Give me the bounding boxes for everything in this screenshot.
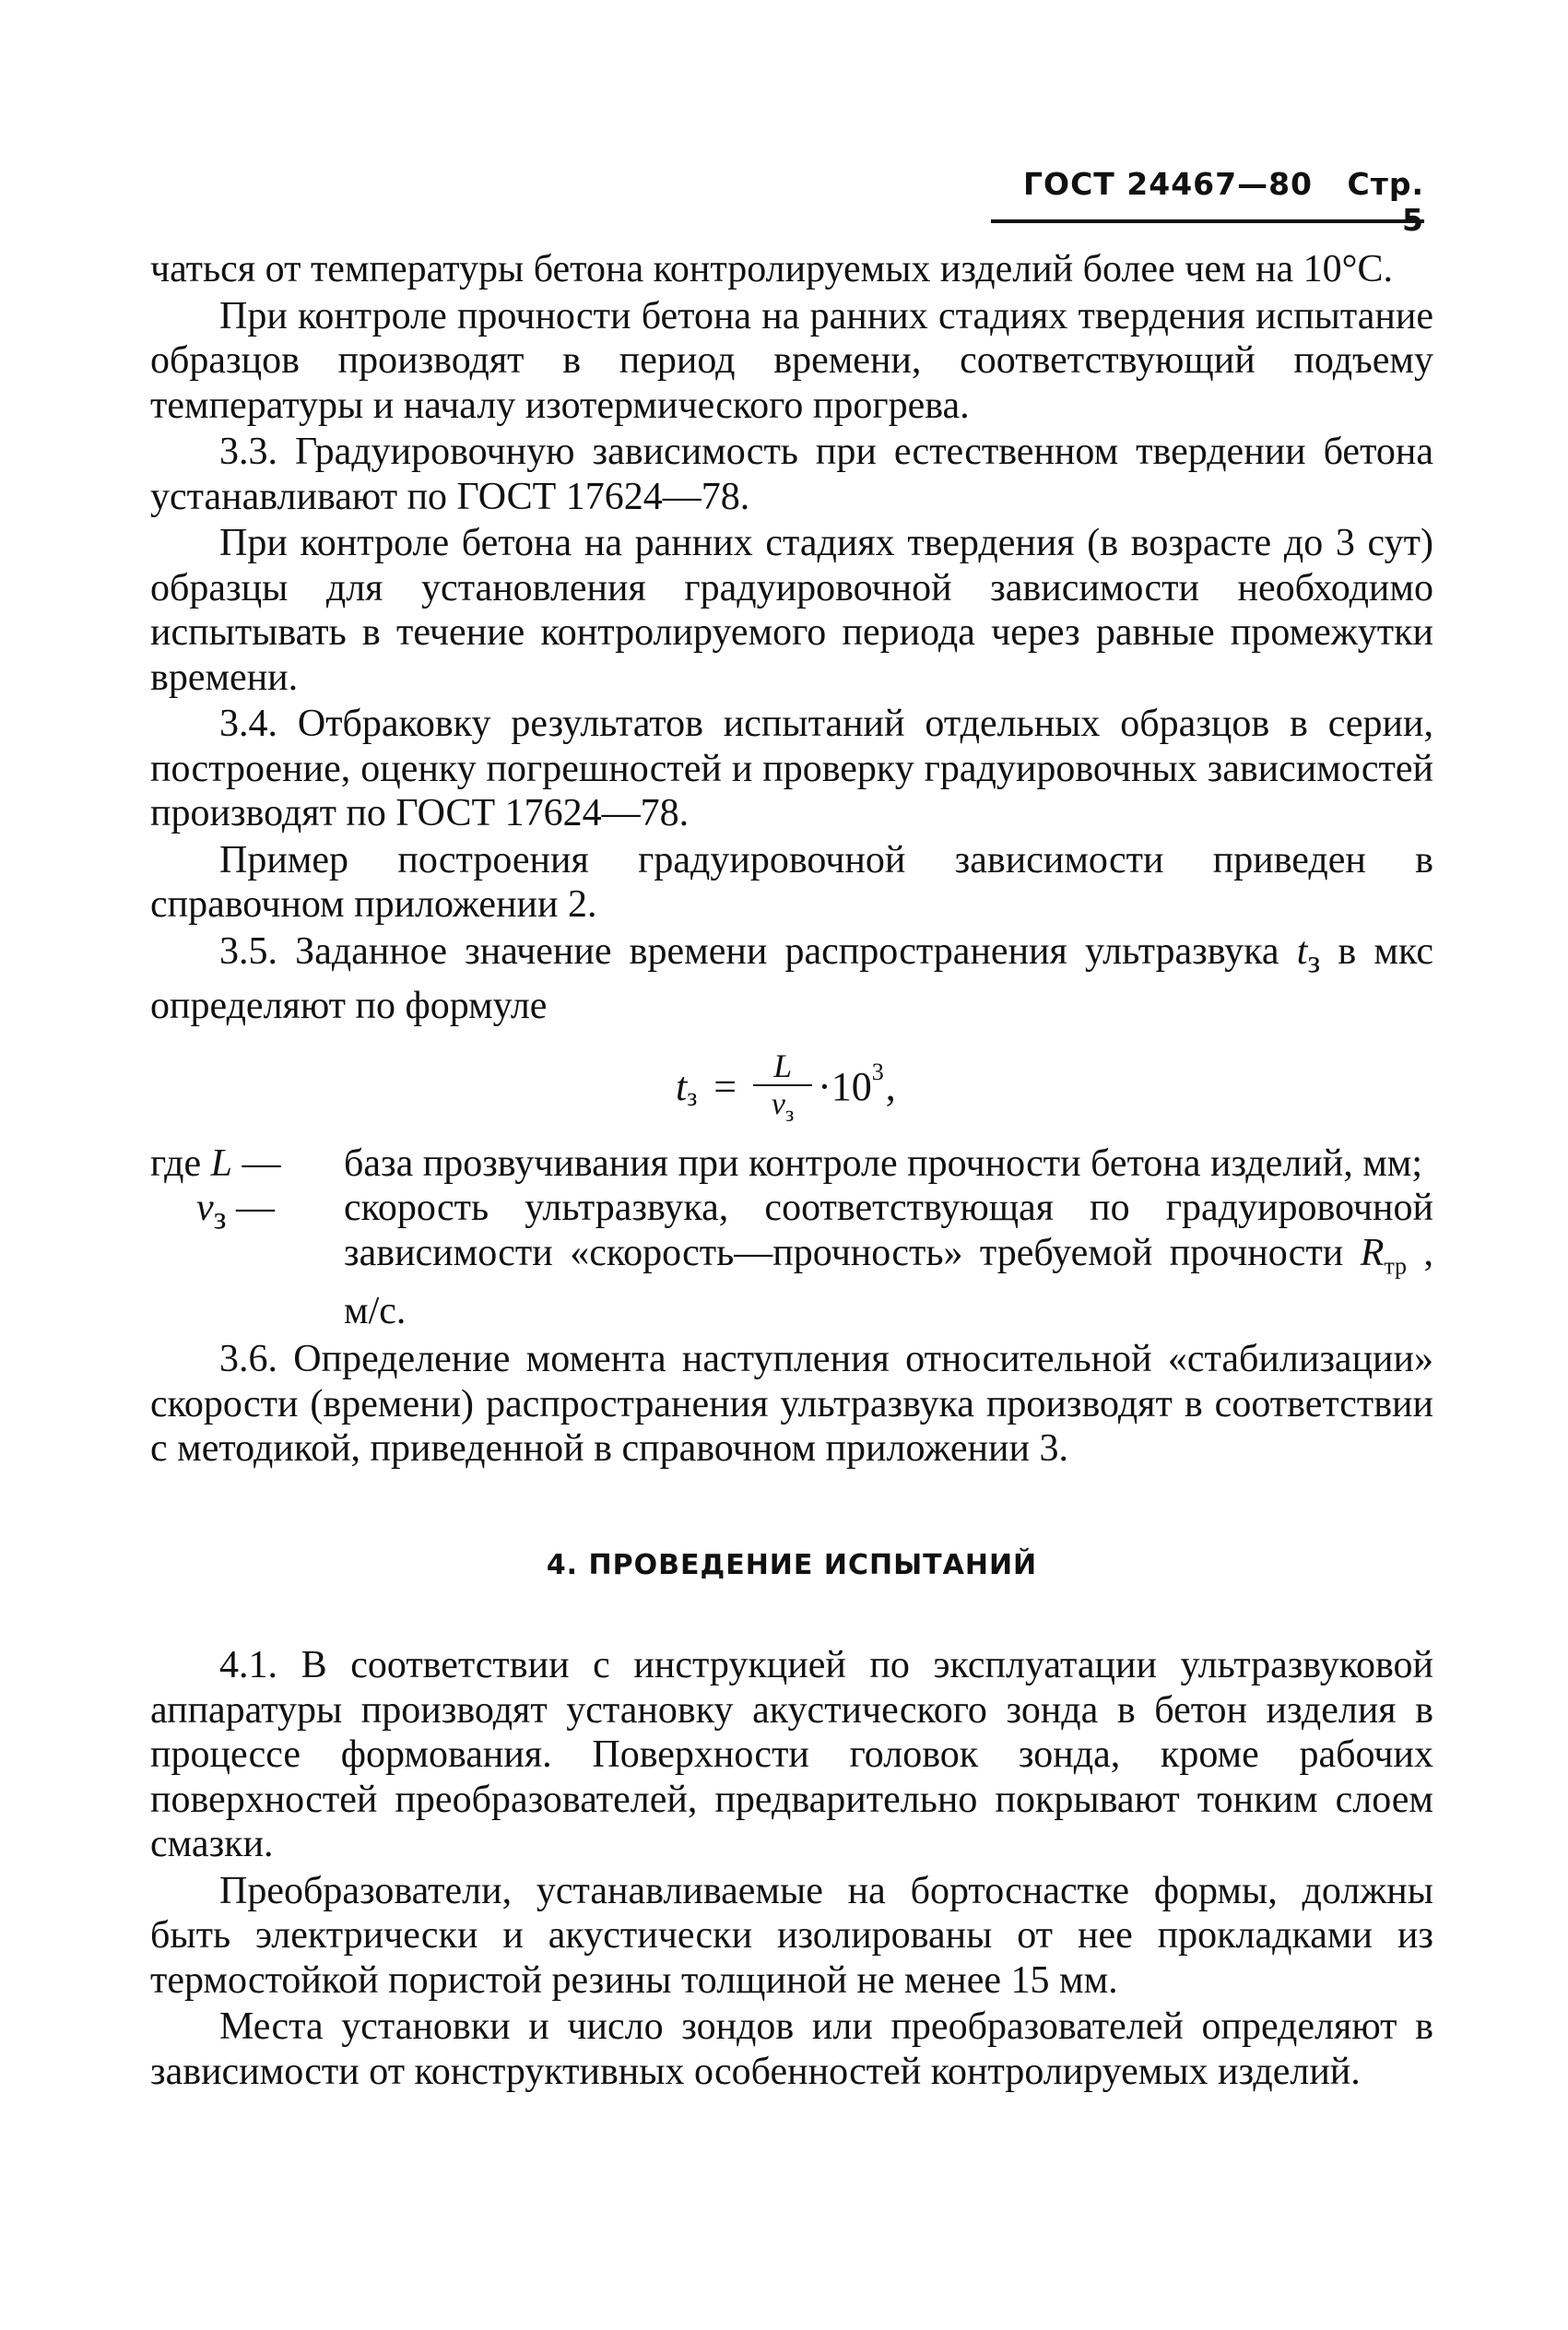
clause-3-3: 3.3. Градуировочную зависимость при естественном твердении бетона устанавливают по ГОСТ 17624—78. <box>150 431 1433 518</box>
clause-4-1: 4.1. В соответствии с инструкцией по эксплуатации ультразвуковой аппаратуры производят установку акустического зонда в бетон изделия в процессе формования. Поверхности головок зонда, кроме рабочих поверхностей преобразователей, предварительно покрывают тонким слоем смазки. <box>150 1644 1433 1866</box>
running-header <box>991 166 1424 238</box>
definition-l <box>150 1141 1433 1187</box>
definition-dash: — <box>232 1141 281 1185</box>
symbol-r: R <box>1360 1231 1385 1274</box>
formula-fraction <box>753 1047 812 1126</box>
formula-denominator-var: v <box>771 1087 785 1122</box>
definition-v-text <box>344 1186 1433 1333</box>
symbol-r-subscript: тр <box>1384 1252 1408 1280</box>
formula-exponent: 3 <box>871 1058 884 1085</box>
paragraph-continuation: чаться от температуры бетона контролируемых изделий более чем на 10°С. <box>150 248 1393 290</box>
formula-lhs-subscript: з <box>687 1082 698 1112</box>
var-t: t <box>1296 929 1308 973</box>
var-t-subscript: з <box>1307 942 1321 979</box>
formula-numerator: L <box>773 1047 793 1085</box>
formula-denominator-subscript: з <box>784 1103 795 1128</box>
symbol-v-subscript: з <box>213 1200 227 1236</box>
paragraph: Преобразователи, устанавливаемые на бортоснастке формы, должны быть электрически и акустически изолированы от нее прокладками из термостойкой пористой резины толщиной не менее 15 мм. <box>150 1869 1433 2002</box>
paragraph: Места установки и число зондов или преобразователей определяют в зависимости от конструктивных особенностей контролируемых изделий. <box>150 2005 1433 2093</box>
formula-trailing-comma: , <box>885 1063 896 1109</box>
definition-v-symbol <box>150 1186 344 1333</box>
formula-equals: = <box>713 1063 737 1109</box>
header-rule <box>991 219 1424 223</box>
formula <box>150 1036 1433 1138</box>
page-body <box>150 247 1433 2094</box>
definition-l-symbol <box>150 1141 344 1187</box>
clause-3-5-tail: в мкс определяют по формуле <box>150 929 1433 1028</box>
paragraph: При контроле бетона на ранних стадиях твердения (в возрасте до 3 сут) образцы для установления градуировочной зависимости необходимо испытывать в течение контролируемого периода через равные промежутки времени. <box>150 522 1433 699</box>
section-heading: 4. ПРОВЕДЕНИЕ ИСПЫТАНИЙ <box>546 1548 1038 1581</box>
definition-v-body: скорость ультразвука, соответствующая по градуировочной зависимости «скорость—прочность» требуемой прочности <box>344 1187 1433 1274</box>
symbol-l: L <box>210 1141 233 1185</box>
formula-multiplier: ·10 <box>818 1063 872 1109</box>
formula-denominator <box>772 1086 795 1126</box>
paragraph: Пример построения градуировочной зависимости приведен в справочном приложении 2. <box>150 838 1433 926</box>
paragraph: При контроле прочности бетона на ранних стадиях твердения испытание образцов производят в период времени, соответствующий подъему температуры и началу изотермического прогрева. <box>150 294 1433 427</box>
definition-v <box>150 1186 1433 1333</box>
definition-l-text: база прозвучивания при контроле прочности бетона изделий, мм; <box>344 1141 1423 1185</box>
formula-expression <box>676 1046 896 1129</box>
definition-dash: — <box>226 1187 275 1230</box>
clause-3-5 <box>150 929 1433 1029</box>
page-number: Стр. 5 <box>1347 166 1424 238</box>
definition-v-tail: , м/с. <box>344 1231 1433 1332</box>
standard-number: ГОСТ 24467—80 <box>1022 166 1314 202</box>
definition-where: где <box>150 1141 211 1185</box>
formula-definitions <box>150 1141 1433 1333</box>
clause-3-6: 3.6. Определение момента наступления относительной «стабилизации» скорости (времени) распространения ультразвука производят в соответствии с методикой, приведенной в справочном приложении 3. <box>150 1338 1433 1471</box>
clause-3-5-text: 3.5. Заданное значение времени распространения ультразвука <box>219 929 1297 973</box>
formula-lhs: t <box>676 1063 688 1109</box>
clause-3-4: 3.4. Отбраковку результатов испытаний отдельных образцов в серии, построение, оценку погрешностей и проверку градуировочных зависимостей производят по ГОСТ 17624—78. <box>150 703 1433 834</box>
symbol-v: v <box>196 1187 214 1230</box>
